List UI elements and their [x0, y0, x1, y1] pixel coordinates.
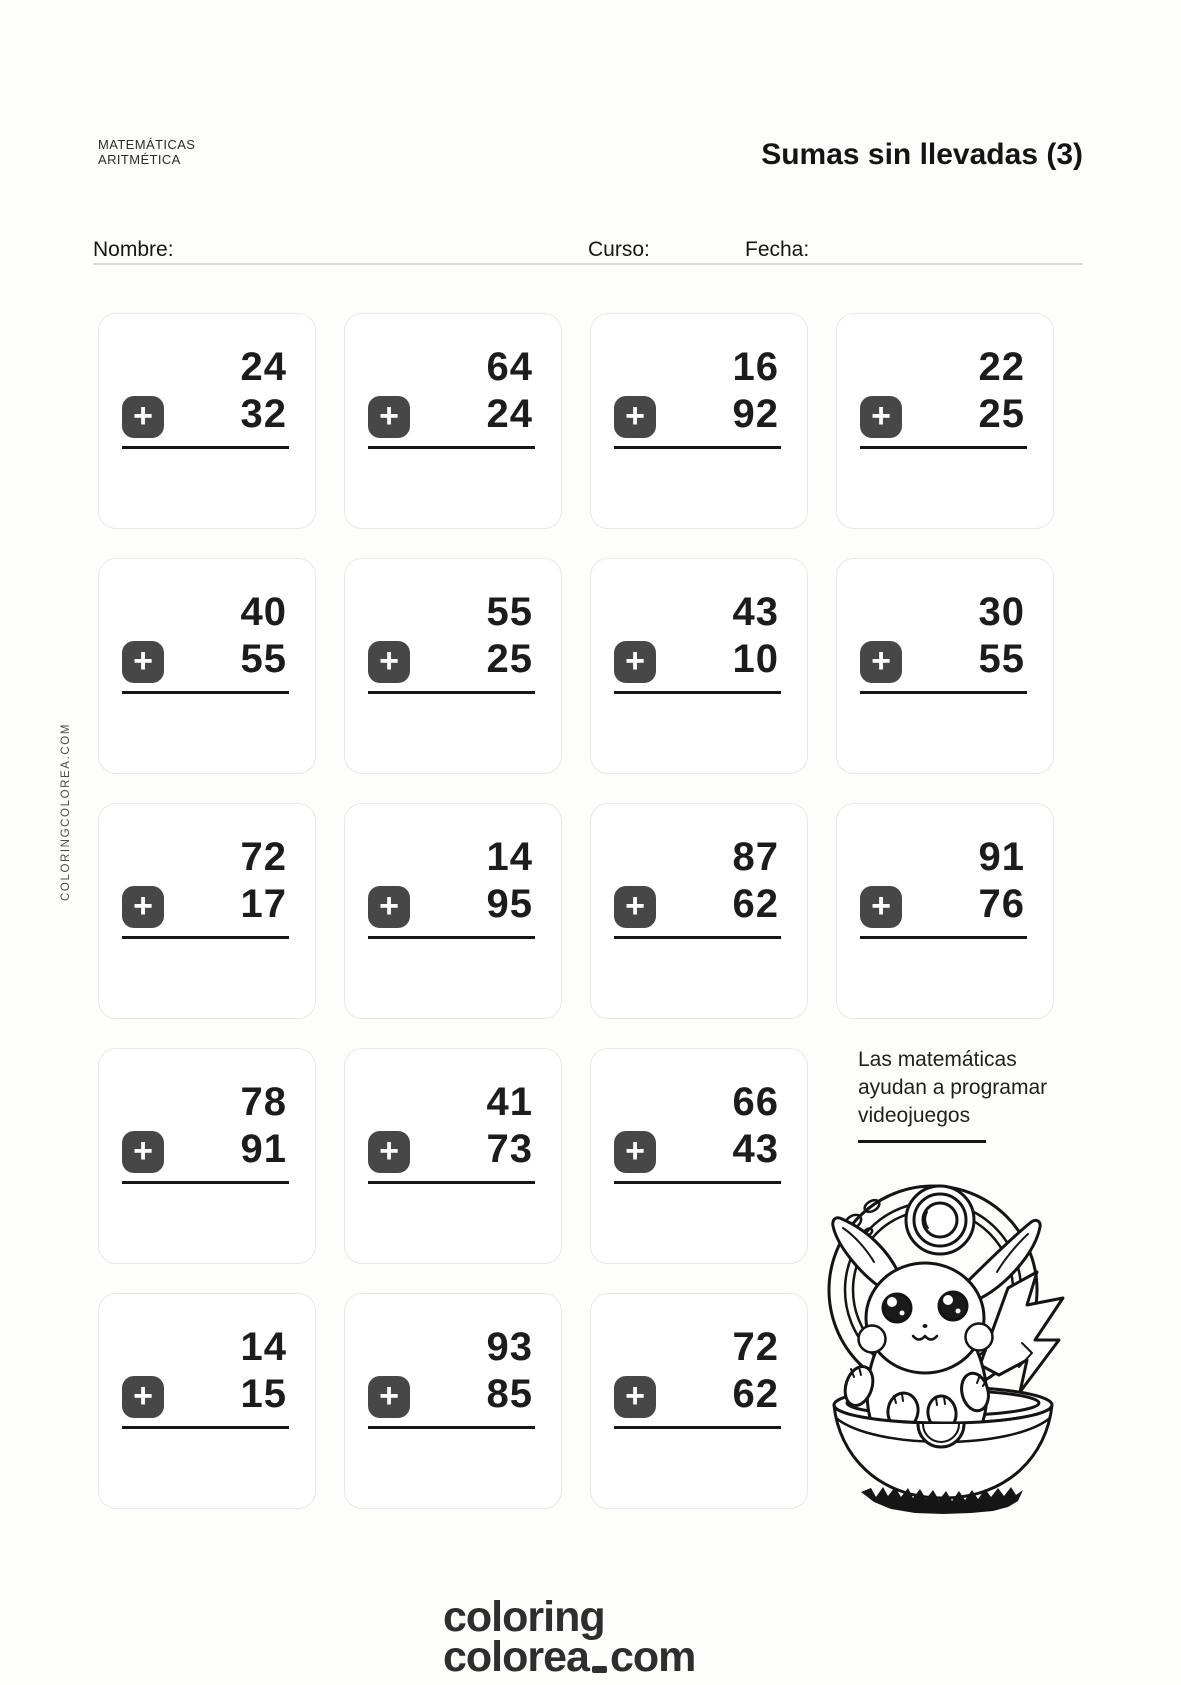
- addend-bottom: 76: [978, 882, 1025, 926]
- addend-bottom: 62: [732, 882, 779, 926]
- answer-space: [860, 942, 1027, 1008]
- answer-space: [860, 697, 1027, 763]
- plus-sign: +: [625, 886, 645, 925]
- addend-top: 41: [486, 1080, 533, 1124]
- addend-bottom: 62: [732, 1372, 779, 1416]
- tip-line-1: Las matemáticas: [858, 1048, 1017, 1071]
- answer-space: [860, 452, 1027, 518]
- plus-sign: +: [625, 1376, 645, 1415]
- plus-sign: +: [379, 886, 399, 925]
- answer-line: [614, 691, 781, 694]
- plus-icon: [122, 1131, 164, 1173]
- answer-space: [122, 1432, 289, 1498]
- addend-bottom: 25: [978, 392, 1025, 436]
- category-label: [98, 137, 195, 167]
- addend-top: 87: [732, 835, 779, 879]
- addition-problem-card: [98, 313, 316, 529]
- answer-space: [122, 942, 289, 1008]
- addend-top: 40: [240, 590, 287, 634]
- addition-problem-card: [836, 313, 1054, 529]
- addition-problem-card: [836, 558, 1054, 774]
- footer-logo-line2: [443, 1633, 696, 1681]
- addition-problem-card: [344, 1293, 562, 1509]
- plus-icon: [122, 641, 164, 683]
- plus-sign: +: [625, 641, 645, 680]
- addend-bottom: 10: [732, 637, 779, 681]
- plus-icon: [614, 1376, 656, 1418]
- answer-space: [614, 1187, 781, 1253]
- addition-problem-card: [344, 313, 562, 529]
- plus-icon: [122, 396, 164, 438]
- answer-line: [368, 1181, 535, 1184]
- answer-line: [860, 936, 1027, 939]
- course-label: Curso:: [588, 238, 650, 261]
- addition-problem-card: [344, 803, 562, 1019]
- answer-line: [368, 936, 535, 939]
- logo-dot-dash: [592, 1666, 607, 1673]
- addend-top: 43: [732, 590, 779, 634]
- answer-line: [368, 691, 535, 694]
- plus-sign: +: [625, 396, 645, 435]
- plus-sign: +: [133, 396, 153, 435]
- date-label: Fecha:: [745, 238, 810, 261]
- addition-problem-card: [590, 558, 808, 774]
- plus-sign: +: [625, 1131, 645, 1170]
- answer-line: [614, 446, 781, 449]
- plus-sign: +: [379, 641, 399, 680]
- plus-sign: +: [133, 886, 153, 925]
- footer-logo-word: colorea: [443, 1633, 589, 1681]
- addend-bottom: 92: [732, 392, 779, 436]
- plus-icon: [860, 641, 902, 683]
- side-watermark: COLORINGCOLOREA.COM: [60, 722, 72, 902]
- answer-line: [122, 1181, 289, 1184]
- addend-top: 64: [486, 345, 533, 389]
- footer-logo-line1: coloring: [443, 1593, 605, 1641]
- plus-icon: [368, 1131, 410, 1173]
- addend-bottom: 55: [978, 637, 1025, 681]
- addend-bottom: 43: [732, 1127, 779, 1171]
- addend-bottom: 25: [486, 637, 533, 681]
- addition-problem-card: [98, 803, 316, 1019]
- plus-icon: [614, 1131, 656, 1173]
- plus-icon: [860, 886, 902, 928]
- addend-top: 66: [732, 1080, 779, 1124]
- addend-top: 72: [240, 835, 287, 879]
- answer-line: [122, 691, 289, 694]
- answer-line: [614, 1426, 781, 1429]
- addend-bottom: 24: [486, 392, 533, 436]
- addition-problem-card: [98, 1048, 316, 1264]
- addition-problem-card: [98, 558, 316, 774]
- answer-space: [368, 1432, 535, 1498]
- addend-bottom: 95: [486, 882, 533, 926]
- addend-bottom: 15: [240, 1372, 287, 1416]
- plus-sign: +: [379, 396, 399, 435]
- plus-sign: +: [379, 1376, 399, 1415]
- answer-space: [614, 452, 781, 518]
- answer-space: [368, 1187, 535, 1253]
- addition-problem-card: [344, 558, 562, 774]
- answer-line: [368, 446, 535, 449]
- addition-problem-card: [344, 1048, 562, 1264]
- plus-sign: +: [871, 641, 891, 680]
- addend-top: 93: [486, 1325, 533, 1369]
- plus-sign: +: [379, 1131, 399, 1170]
- answer-line: [860, 691, 1027, 694]
- addend-top: 16: [732, 345, 779, 389]
- plus-sign: +: [871, 396, 891, 435]
- addend-bottom: 73: [486, 1127, 533, 1171]
- answer-space: [614, 942, 781, 1008]
- answer-space: [122, 1187, 289, 1253]
- plus-sign: +: [871, 886, 891, 925]
- name-label: Nombre:: [93, 238, 174, 261]
- answer-space: [368, 697, 535, 763]
- plus-icon: [614, 641, 656, 683]
- fields-writing-line: [93, 263, 1083, 265]
- tip-text: [858, 1046, 1047, 1130]
- plus-icon: [368, 396, 410, 438]
- addend-top: 14: [240, 1325, 287, 1369]
- plus-icon: [860, 396, 902, 438]
- category-line1: MATEMÁTICAS: [98, 137, 196, 152]
- answer-space: [614, 1432, 781, 1498]
- page-title: Sumas sin llevadas (3): [761, 138, 1083, 171]
- addend-bottom: 17: [240, 882, 287, 926]
- answer-space: [368, 942, 535, 1008]
- pikachu-pokeball-illustration: [775, 1140, 1075, 1515]
- plus-icon: [368, 886, 410, 928]
- answer-line: [368, 1426, 535, 1429]
- plus-sign: +: [133, 1131, 153, 1170]
- addend-bottom: 55: [240, 637, 287, 681]
- plus-icon: [614, 396, 656, 438]
- addend-top: 72: [732, 1325, 779, 1369]
- addend-bottom: 85: [486, 1372, 533, 1416]
- answer-line: [614, 1181, 781, 1184]
- answer-line: [614, 936, 781, 939]
- plus-icon: [368, 641, 410, 683]
- answer-space: [614, 697, 781, 763]
- addend-top: 24: [240, 345, 287, 389]
- answer-line: [122, 936, 289, 939]
- plus-icon: [122, 1376, 164, 1418]
- answer-space: [122, 697, 289, 763]
- addend-top: 30: [978, 590, 1025, 634]
- addition-problem-card: [590, 803, 808, 1019]
- addition-problem-card: [98, 1293, 316, 1509]
- addition-problem-card: [836, 803, 1054, 1019]
- plus-icon: [614, 886, 656, 928]
- tip-line-2: ayudan a programar: [858, 1076, 1048, 1099]
- plus-icon: [368, 1376, 410, 1418]
- answer-line: [860, 446, 1027, 449]
- addend-bottom: 91: [240, 1127, 287, 1171]
- addend-top: 22: [978, 345, 1025, 389]
- addend-top: 55: [486, 590, 533, 634]
- addend-bottom: 32: [240, 392, 287, 436]
- addition-problem-card: [590, 313, 808, 529]
- plus-sign: +: [133, 641, 153, 680]
- answer-line: [122, 1426, 289, 1429]
- category-line2: ARITMÉTICA: [98, 152, 181, 167]
- tip-line-3: videojuegos: [858, 1104, 971, 1127]
- addend-top: 91: [978, 835, 1025, 879]
- footer-logo-tld: com: [609, 1633, 696, 1681]
- addend-top: 78: [240, 1080, 287, 1124]
- plus-icon: [122, 886, 164, 928]
- addend-top: 14: [486, 835, 533, 879]
- answer-space: [368, 452, 535, 518]
- footer-logo: [443, 1593, 696, 1681]
- answer-space: [122, 452, 289, 518]
- answer-line: [122, 446, 289, 449]
- plus-sign: +: [133, 1376, 153, 1415]
